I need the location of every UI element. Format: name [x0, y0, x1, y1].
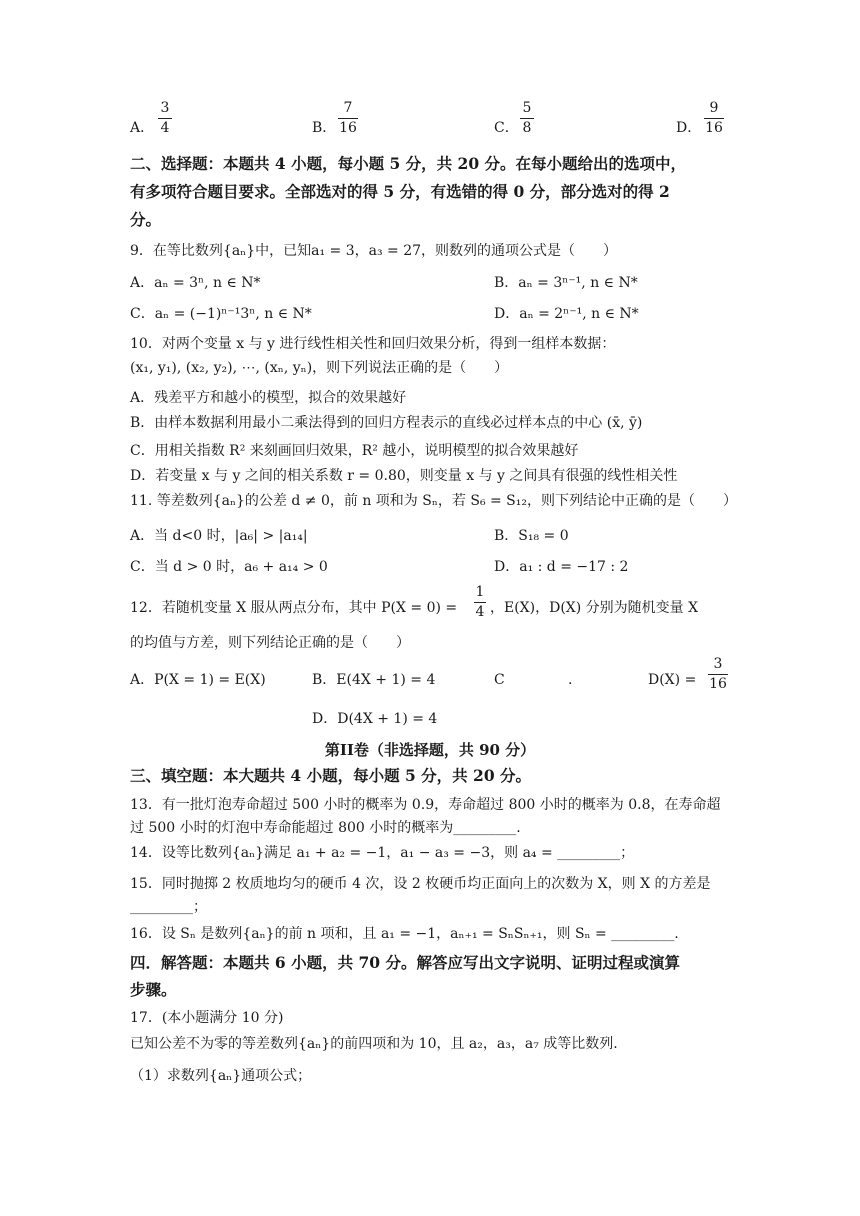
- q10-stem-line1: 10．对两个变量 x 与 y 进行线性相关性和回归效果分析，得到一组样本数据：: [130, 336, 616, 352]
- q12-option-a: A．P(X = 1) = E(X): [130, 672, 266, 688]
- q12-option-c-dot: .: [568, 672, 573, 688]
- q12-option-c-label: C: [494, 672, 505, 688]
- q8-option-d-fraction: 9 16: [705, 100, 723, 136]
- q9-option-c: C．aₙ = (−1)ⁿ⁻¹3ⁿ, n ∈ N*: [130, 306, 312, 322]
- section3-heading: 三、填空题：本大题共 4 小题，每小题 5 分，共 20 分。: [130, 766, 532, 785]
- section2-heading-line3: 分。: [130, 210, 162, 229]
- q15-line1: 15．同时抛掷 2 枚质地均匀的硬币 4 次，设 2 枚硬币均正面向上的次数为 X，则 X 的方差是: [130, 876, 711, 892]
- q11-option-c: C．当 d > 0 时，a₆ + a₁₄ > 0: [130, 559, 328, 575]
- q8-option-c-fraction: 5 8: [520, 100, 534, 137]
- q12-stem-line1-start: 12．若随机变量 X 服从两点分布，其中 P(X = 0) =: [130, 600, 458, 616]
- q12-option-c-expression: D(X) =: [648, 672, 697, 688]
- q12-stem-line2: 的均值与方差，则下列结论正确的是（ ）: [130, 635, 410, 651]
- q14: 14．设等比数列{aₙ}满足 a₁ + a₂ = −1，a₁ − a₃ = −3，则 a₄ = _________；: [130, 845, 635, 861]
- q13-line2: 过 500 小时的灯泡中寿命能超过 800 小时的概率为_________.: [130, 820, 521, 836]
- q8-option-c-label: C．: [494, 120, 519, 136]
- q8-option-a-fraction: 3 4: [158, 100, 172, 137]
- section2-heading-line1: 二、选择题：本题共 4 小题，每小题 5 分，共 20 分。在每小题给出的选项中，: [130, 154, 687, 173]
- q10-option-a: A．残差平方和越小的模型，拟合的效果越好: [130, 390, 407, 406]
- q15-line2: _________；: [130, 899, 207, 915]
- q9-option-a: A．aₙ = 3ⁿ, n ∈ N*: [130, 275, 261, 291]
- q17-part1: （1）求数列{aₙ}通项公式；: [130, 1068, 312, 1084]
- q9-option-d: D．aₙ = 2ⁿ⁻¹, n ∈ N*: [494, 306, 639, 322]
- q10-option-b: B．由样本数据利用最小二乘法得到的回归方程表示的直线必过样本点的中心 (x̄, ȳ): [130, 415, 643, 431]
- q11-option-d: D．a₁ : d = −17 : 2: [494, 559, 629, 575]
- q10-option-c: C．用相关指数 R² 来刻画回归效果，R² 越小，说明模型的拟合效果越好: [130, 443, 579, 459]
- section2-heading-line2: 有多项符合题目要求。全部选对的得 5 分，有选错的得 0 分，部分选对的得 2: [130, 182, 670, 201]
- q8-option-d-label: D．: [676, 120, 702, 136]
- q16: 16．设 Sₙ 是数列{aₙ}的前 n 项和，且 a₁ = −1，aₙ₊₁ = SₙSₙ₊₁，则 Sₙ = _________.: [130, 926, 679, 942]
- q12-stem-line1-end: ，E(X)，D(X) 分别为随机变量 X: [490, 600, 699, 616]
- part2-title: 第II卷（非选择题，共 90 分）: [324, 741, 536, 759]
- q8-option-a-label: A．: [130, 120, 155, 136]
- q11-option-a: A．当 d<0 时，|a₆| > |a₁₄|: [130, 528, 308, 544]
- q11-stem: 11. 等差数列{aₙ}的公差 d ≠ 0，前 n 项和为 Sₙ，若 S₆ = S₁₂，则下列结论中正确的是（ ）: [130, 493, 737, 509]
- q8-option-b-fraction: 7 16: [339, 100, 357, 136]
- q12-option-c-fraction: 3 16: [709, 656, 727, 692]
- q13-line1: 13．有一批灯泡寿命超过 500 小时的概率为 0.9，寿命超过 800 小时的概率为 0.8，在寿命超: [130, 797, 721, 813]
- q12-stem-fraction: 1 4: [475, 584, 485, 620]
- q10-stem-line2: (x₁, y₁), (x₂, y₂), ⋯, (xₙ, yₙ)，则下列说法正确的是（ ）: [130, 360, 509, 376]
- q12-option-d: D．D(4X + 1) = 4: [312, 711, 438, 727]
- q17-stem: 已知公差不为零的等差数列{aₙ}的前四项和为 10，且 a₂，a₃，a₇ 成等比数列.: [130, 1036, 618, 1052]
- section4-heading-line2: 步骤。: [130, 980, 177, 999]
- q17-header: 17．(本小题满分 10 分): [130, 1010, 284, 1026]
- section4-heading-line1: 四．解答题：本题共 6 小题，共 70 分。解答应写出文字说明、证明过程或演算: [130, 953, 680, 972]
- q8-option-b-label: B．: [312, 120, 337, 136]
- q10-option-d: D．若变量 x 与 y 之间的相关系数 r = 0.80，则变量 x 与 y 之间具有很强的线性相关性: [130, 468, 678, 484]
- q9-stem: 9．在等比数列{aₙ}中，已知a₁ = 3，a₃ = 27，则数列的通项公式是（ ）: [130, 243, 618, 259]
- q9-option-b: B．aₙ = 3ⁿ⁻¹, n ∈ N*: [494, 275, 638, 291]
- q12-option-b: B．E(4X + 1) = 4: [312, 672, 436, 688]
- q11-option-b: B．S₁₈ = 0: [494, 528, 569, 544]
